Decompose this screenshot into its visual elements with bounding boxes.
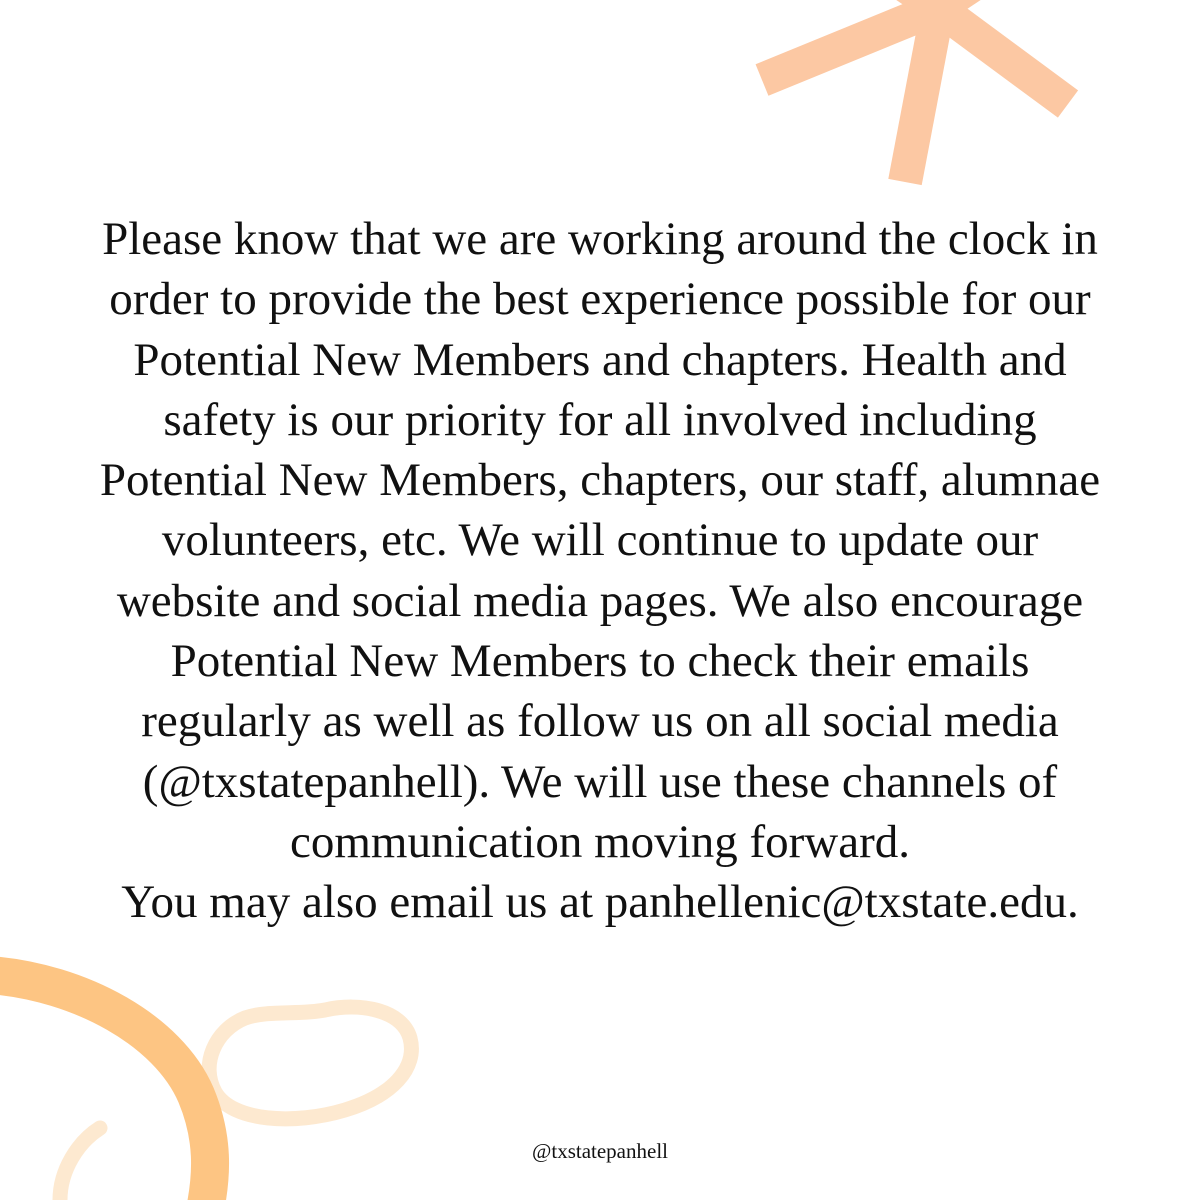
announcement-text — [60, 209, 1140, 933]
announcement-line: Potential New Members to check their emails — [170, 635, 1030, 688]
announcement-line: Potential New Members and chapters. Health and — [133, 333, 1067, 386]
starburst-shape — [762, 0, 1068, 182]
social-handle: @txstatepanhell — [532, 1139, 668, 1163]
announcement-line: regularly as well as follow us on all social media — [141, 695, 1059, 748]
announcement-line: Please know that we are working around the clock in — [102, 213, 1098, 265]
announcement-line: You may also email us at panhellenic@txstate.edu. — [121, 876, 1079, 929]
loop-outline-shape — [209, 1007, 411, 1119]
orange-arc-shape — [0, 975, 210, 1200]
announcement-line: safety is our priority for all involved including — [163, 393, 1037, 446]
announcement-line: communication moving forward. — [290, 815, 910, 868]
announcement-line: (@txstatepanhell). We will use these channels of — [142, 755, 1058, 808]
announcement-line: Potential New Members, chapters, our staff, alumnae — [99, 454, 1101, 507]
announcement-line: volunteers, etc. We will continue to update our — [161, 514, 1039, 567]
announcement-line: website and social media pages. We also encourage — [116, 574, 1084, 627]
announcement-line: order to provide the best experience possible for our — [109, 273, 1091, 326]
